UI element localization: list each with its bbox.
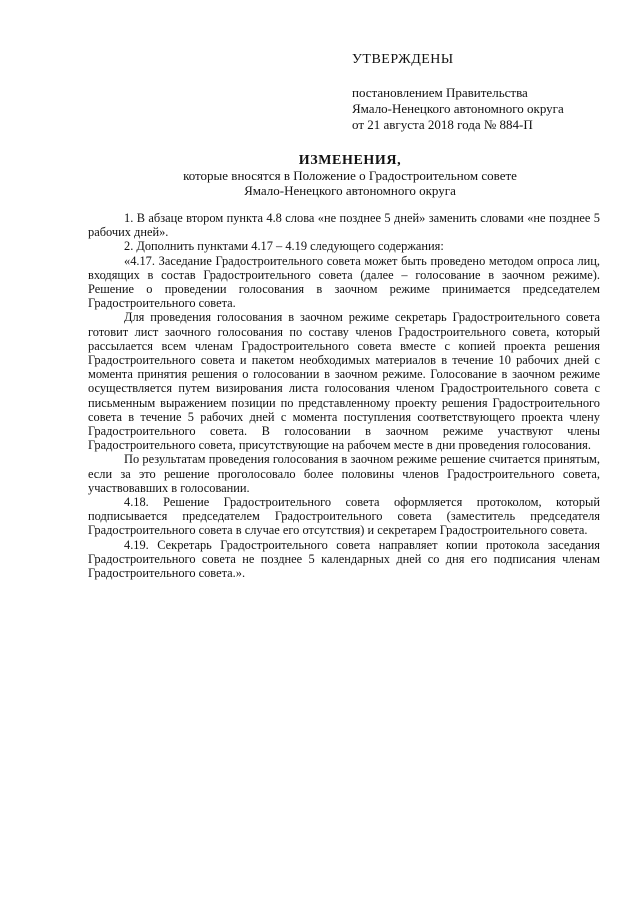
paragraph-voting-results: По результатам проведения голосования в заочном режиме решение считается принятым, если за это решение проголосовало более половины членов Градостроительного совета, участвовавших в голосовании. [88, 452, 600, 495]
paragraph-1: 1. В абзаце втором пункта 4.8 слова «не позднее 5 дней» заменить словами «не позднее 5 рабочих дней». [88, 211, 600, 240]
paragraph-4-17: «4.17. Заседание Градостроительного совета может быть проведено методом опроса лиц, входящих в состав Градостроительного совета (далее – голосование в заочном режиме). Решение о проведении голосования в заочном режиме принимается председателем Градостроительного совета. [88, 253, 600, 311]
document-title: ИЗМЕНЕНИЯ, [298, 153, 402, 168]
paragraph-voting-procedure: Для проведения голосования в заочном режиме секретарь Градостроительного совета готовит лист заочного голосования по составу членов Градостроительного совета, который рассылается всем членам Градостроительного совета вместе с копией проекта решения Градостроительного совета и пакетом необходимых материалов в течение 10 рабочих дней с момента принятия решения о голосовании в заочном режиме. Голосование в заочном режиме осуществляется путем визирования листа голосования членом Градостроительного совета с письменным выражением позиции по представленному проекту решения Градостроительного совета в течение 5 рабочих дней с момента поступления соответствующего проекта члену Градостроительного совета. В голосовании в заочном режиме участвуют члены Градостроительного совета, присутствующие на рабочем месте в дни проведения голосования. [88, 310, 600, 453]
document-subtitle-2: Ямало-Ненецкого автономного округа [244, 183, 456, 198]
approval-line-1: постановлением Правительства [352, 85, 528, 100]
document-subtitle-1: которые вносятся в Положение о Градостроительном совете [183, 168, 517, 183]
approval-line-2: Ямало-Ненецкого автономного округа [352, 101, 564, 116]
document-heading [90, 153, 610, 198]
document-body [88, 211, 600, 580]
paragraph-4-18: 4.18. Решение Градостроительного совета оформляется протоколом, который подписывается председателем Градостроительного совета (заместитель председателя Градостроительного совета в случае его отсутствия) и секретарем Градостроительного совета. [88, 495, 600, 538]
approval-title: УТВЕРЖДЕНЫ [352, 52, 454, 67]
approval-line-3: от 21 августа 2018 года № 884-П [352, 117, 533, 132]
paragraph-2: 2. Дополнить пунктами 4.17 – 4.19 следующего содержания: [124, 239, 444, 254]
paragraph-4-19: 4.19. Секретарь Градостроительного совета направляет копии протокола заседания Градостроительного совета не позднее 5 календарных дней со дня его подписания членам Градостроительного совета.». [88, 537, 600, 581]
approval-block [352, 52, 622, 133]
